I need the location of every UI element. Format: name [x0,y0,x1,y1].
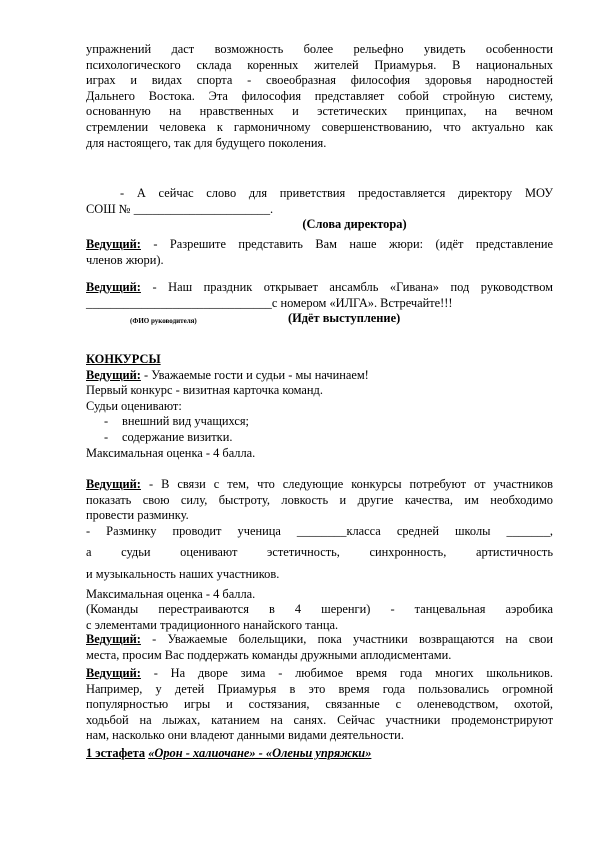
text-line: психологического склада коренных жителей Приамурья. В национальных [86,57,553,72]
text-line: для настоящего, так для будущего поколения. [86,135,327,150]
max-score: Максимальная оценка - 4 балла. [86,586,256,601]
text-line: играх и видах спорта - своеобразная философия здоровья народностей [86,73,553,88]
fans-text: - Уважаемые болельщики, пока участники возвращаются на свои [140,632,553,646]
jury-line [86,237,553,253]
host-label: Ведущий: [86,666,141,680]
warmup-line: провести разминку. [86,508,189,523]
intro-text: - Уважаемые гости и судьи - мы начинаем! [140,367,369,382]
host-label: Ведущий: [86,632,141,646]
warmup-text: - В связи с тем, что следующие конкурсы потребуют от участников [140,477,553,491]
ensemble-line [86,280,553,296]
host-label: Ведущий: [86,477,141,491]
first-contest: Первый конкурс - визитная карточка команд. [86,383,323,398]
list-item: - содержание визитки. [86,430,553,446]
relay-line [86,746,553,762]
director-line: - А сейчас слово для приветствия предоставляется директору МОУ [120,186,553,200]
warmup-line: и музыкальность наших участников. [86,566,280,581]
host-label: Ведущий: [86,367,141,382]
list-item: - внешний вид учащихся; [86,414,553,430]
director-line-2 [86,202,553,218]
text-line: упражнений даст возможность более рельефно увидеть особенности [86,42,553,56]
ensemble-section [86,280,553,329]
text-line: стремлении человека к гармоничному совершенствованию, что актуально как [86,119,553,134]
warmup-line: а судьи оценивают эстетичность, синхронность, артистичность [86,545,553,560]
contests-heading: КОНКУРСЫ [86,352,161,366]
winter-text: - На дворе зима - любимое время года многих школьников. [140,666,553,680]
warmup-line: показать свою силу, быстроту, ловкость и другие качества, им необходимо [86,492,553,507]
contests-section [86,352,553,461]
max-score: Максимальная оценка - 4 балла. [86,445,256,460]
fans-line [86,632,553,648]
ensemble-notes [86,311,553,329]
text-line: основанную на нравственных и эстетических принципах, на вечном [86,104,553,119]
relay-title: «Орон - халиочане» - «Оленьи упряжки» [148,746,372,760]
relay-heading [86,746,553,762]
school-number-label: СОШ № [86,201,131,216]
warmup-line [86,477,553,493]
jury-line-2: членов жюри). [86,252,164,267]
winter-line: популярностью игры и состязания, связанные с оленеводством, охотой, [86,697,553,712]
judges-evaluate: Судьи оценивают: [86,398,182,413]
aerobics-line: (Команды перестраиваются в 4 шеренги) - танцевальная аэробика [86,602,553,617]
period: . [270,201,274,216]
fans-line-2: места, просим Вас поддержать команды дружными аплодисментами. [86,647,452,662]
ensemble-line-2 [86,296,553,312]
winter-line: Например, у детей Приамурья в это время года пользовались огромной [86,681,553,696]
fio-note: (ФИО руководителя) [130,317,197,326]
winter-line: ходьбой на лыжах, катанием на санях. Сейчас участники продемонстрируют [86,712,553,727]
leader-blank: ______________________________ [86,295,272,310]
text-line: Дальнего Востока. Эта философия представляет собой стройную систему, [86,88,553,103]
host-label: Ведущий: [86,237,141,251]
jury-text: - Разрешите представить Вам наше жюри: (идёт представление [140,237,553,251]
director-words-note: (Слова директора) [302,217,407,232]
performance-note: (Идёт выступление) [288,311,401,326]
jury-section [86,237,553,268]
warmup-section [86,477,553,633]
school-number-blank: ______________________ [133,201,271,216]
winter-line [86,666,553,682]
ensemble-text: - Наш праздник открывает ансамбль «Гивана» под руководством [140,280,553,294]
intro-paragraph [86,42,553,151]
fans-section [86,632,553,663]
ensemble-number-text: с номером «ИЛГА». Встречайте!!! [271,295,453,310]
warmup-line: - Разминку проводит ученица ________класса средней школы _______, [86,523,553,538]
winter-section [86,666,553,744]
director-section [86,186,553,233]
contests-intro [86,368,553,384]
aerobics-line: с элементами традиционного нанайского танца. [86,617,339,632]
winter-line: нам, насколько они владеют данными видами деятельности. [86,728,404,743]
criteria-list [86,414,553,445]
host-label: Ведущий: [86,280,141,294]
relay-number: 1 эстафета [86,746,146,760]
